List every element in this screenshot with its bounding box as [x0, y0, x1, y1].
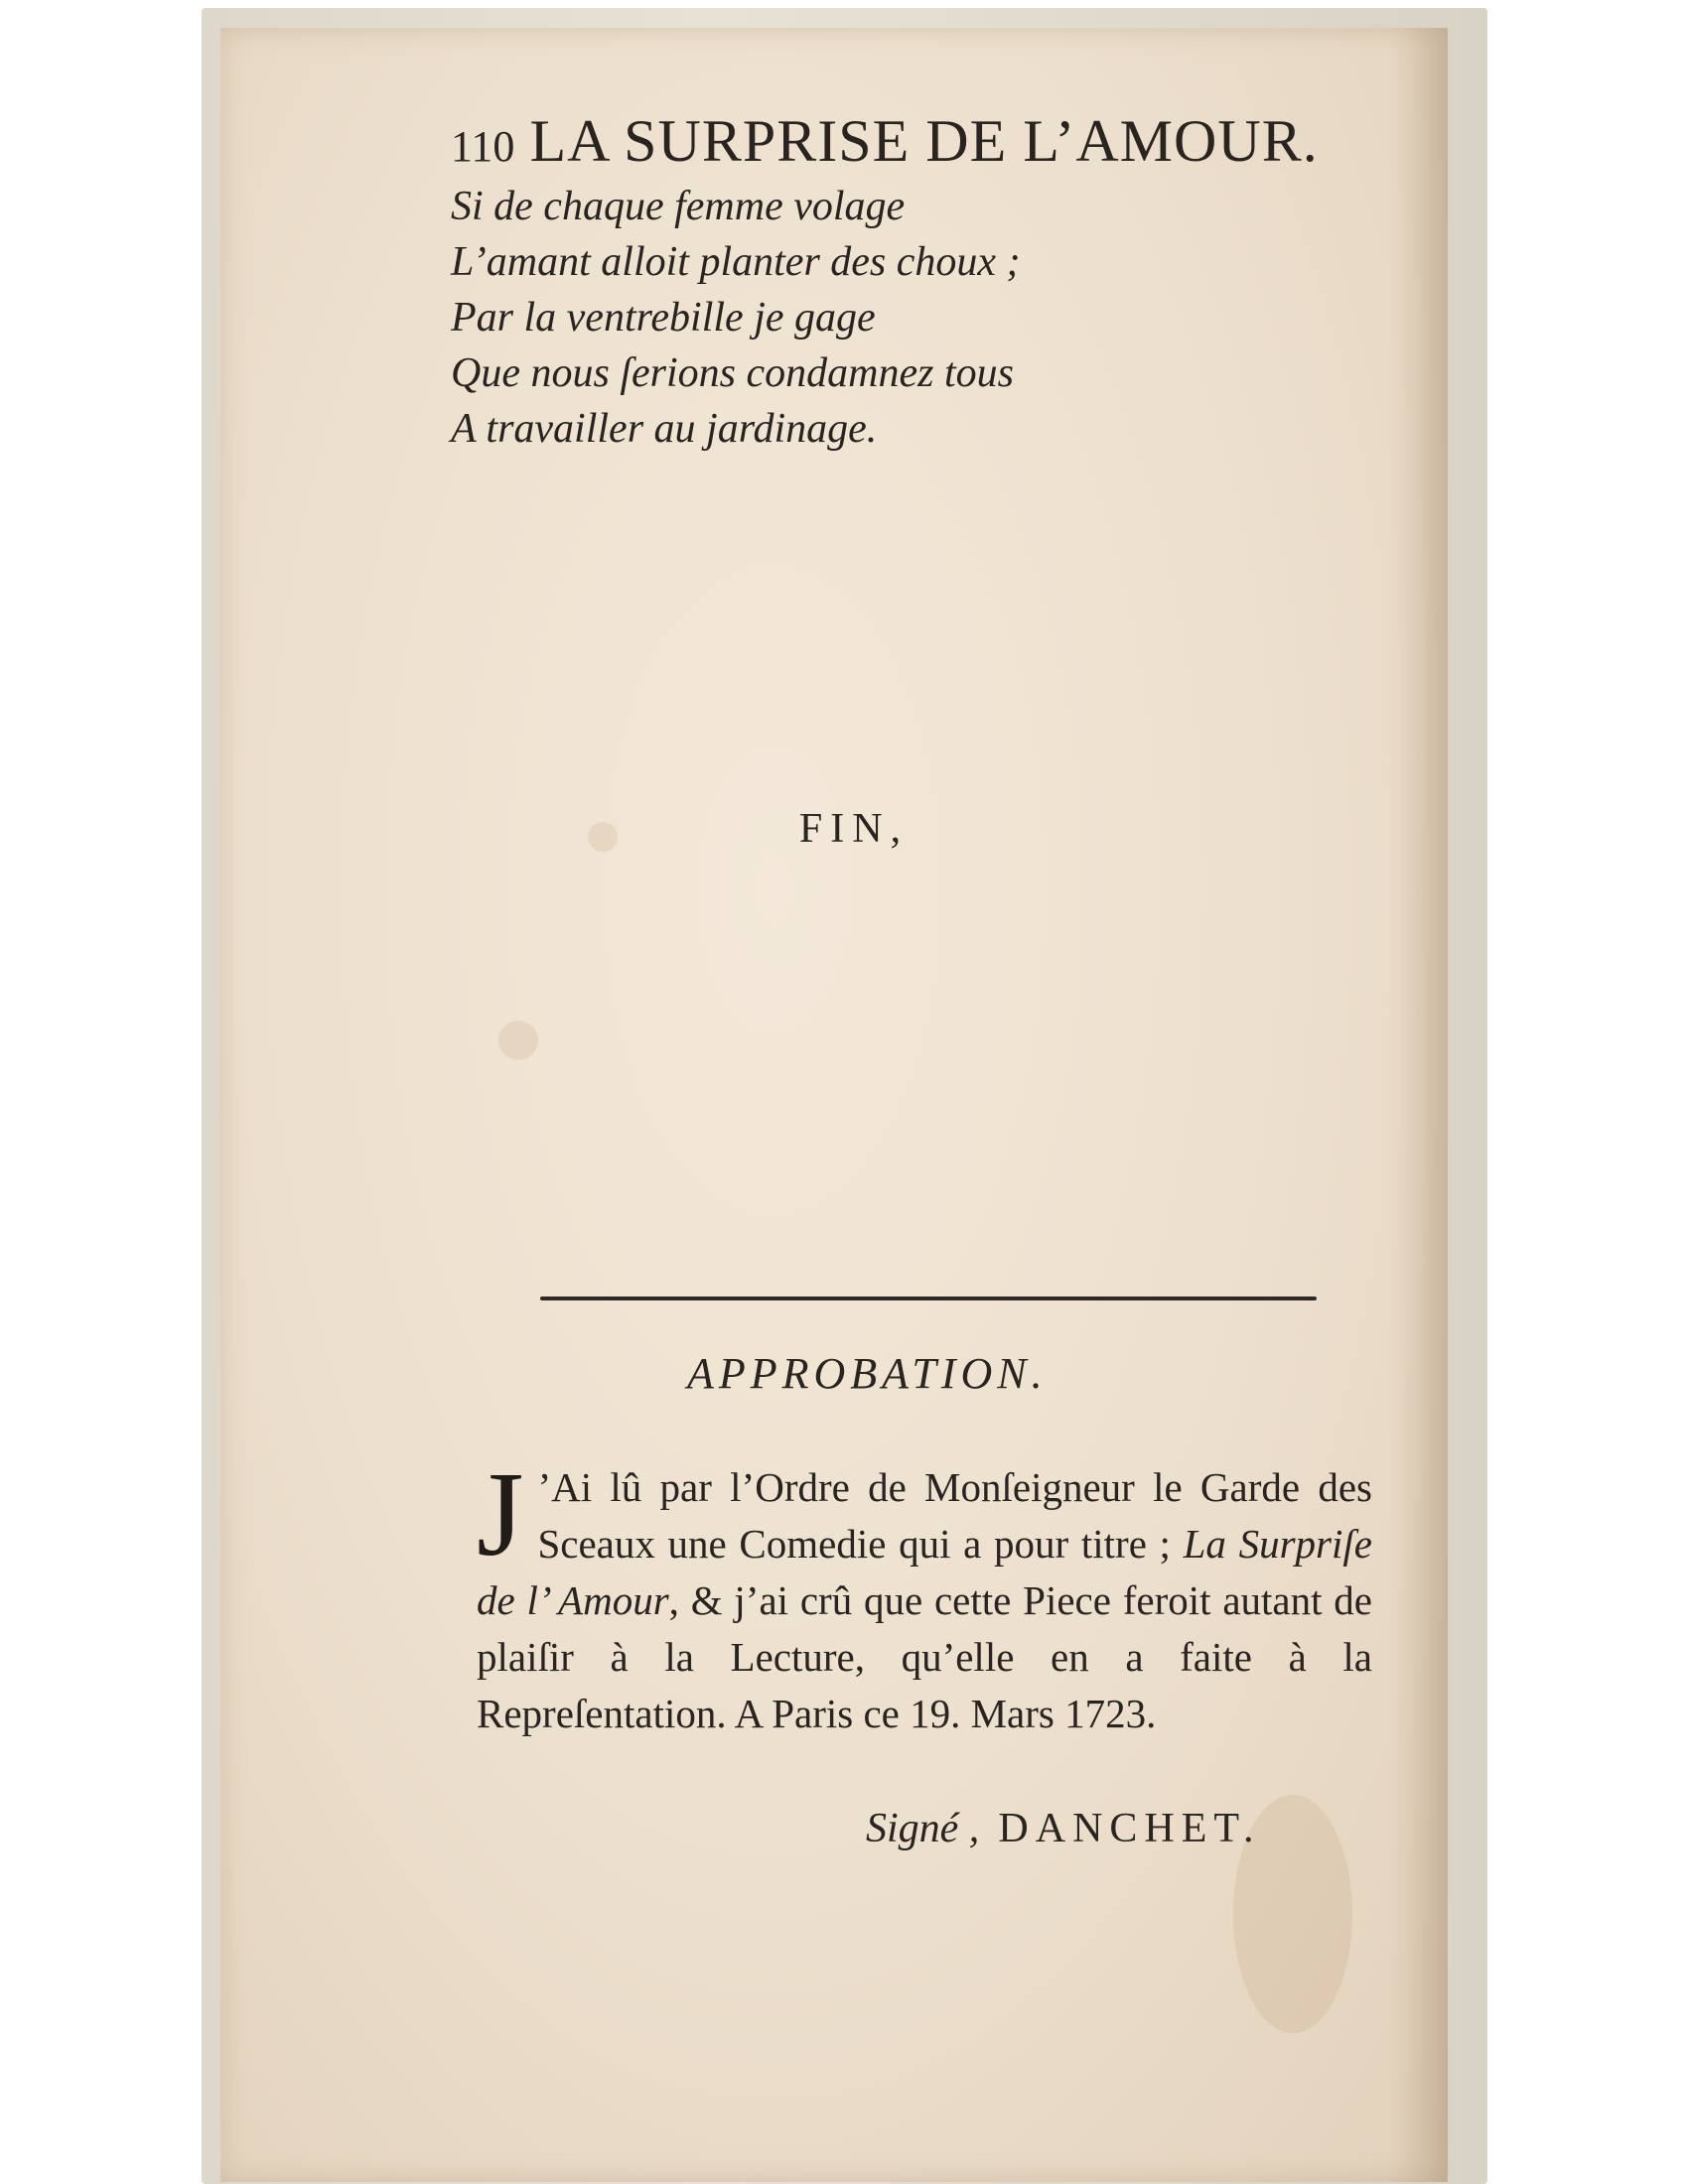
approbation-title: APPROBATION. [687, 1349, 1048, 1398]
drop-cap: J [477, 1447, 524, 1581]
approbation-italic-title: La Surpriſe de l’ Amour [477, 1521, 1372, 1623]
approbation-body [477, 1447, 1372, 1742]
page-shadow [1388, 28, 1448, 2182]
approbation-text-end: , & j’ai crû que cette Piece feroit autant de plaiſir à la Lecture, qu’elle en a faite à la Repreſentation. A Paris ce 19. Mars 1723. [477, 1577, 1372, 1736]
horizontal-rule [540, 1297, 1317, 1300]
signature [866, 1805, 1422, 1852]
running-title: LA SURPRISE DE L’AMOUR. [529, 108, 1319, 174]
approbation-text-start: ’Ai lû par l’Ordre de Monſeigneur le Garde des Sceaux une Comedie qui a pour titre ; [537, 1464, 1372, 1567]
verse-line: Si de chaque femme volage [451, 184, 906, 229]
signature-label: Signé , [866, 1806, 980, 1851]
running-head [451, 107, 1394, 176]
verse-line: Par la ventrebille je gage [451, 295, 876, 341]
verse-line: Que nous ſerions condamnez tous [451, 350, 1014, 396]
fin-heading: FIN, [798, 806, 910, 852]
paper-stain [498, 1021, 538, 1060]
verse-line: A travailler au jardinage. [451, 406, 878, 452]
signature-name: DANCHET. [998, 1806, 1261, 1851]
approbation-paragraph [477, 1447, 1372, 1742]
book-page [220, 28, 1448, 2182]
verse-line: L’amant alloit planter des choux ; [451, 239, 1021, 285]
verse-stanza [451, 179, 1344, 457]
page-number: 110 [451, 122, 515, 171]
